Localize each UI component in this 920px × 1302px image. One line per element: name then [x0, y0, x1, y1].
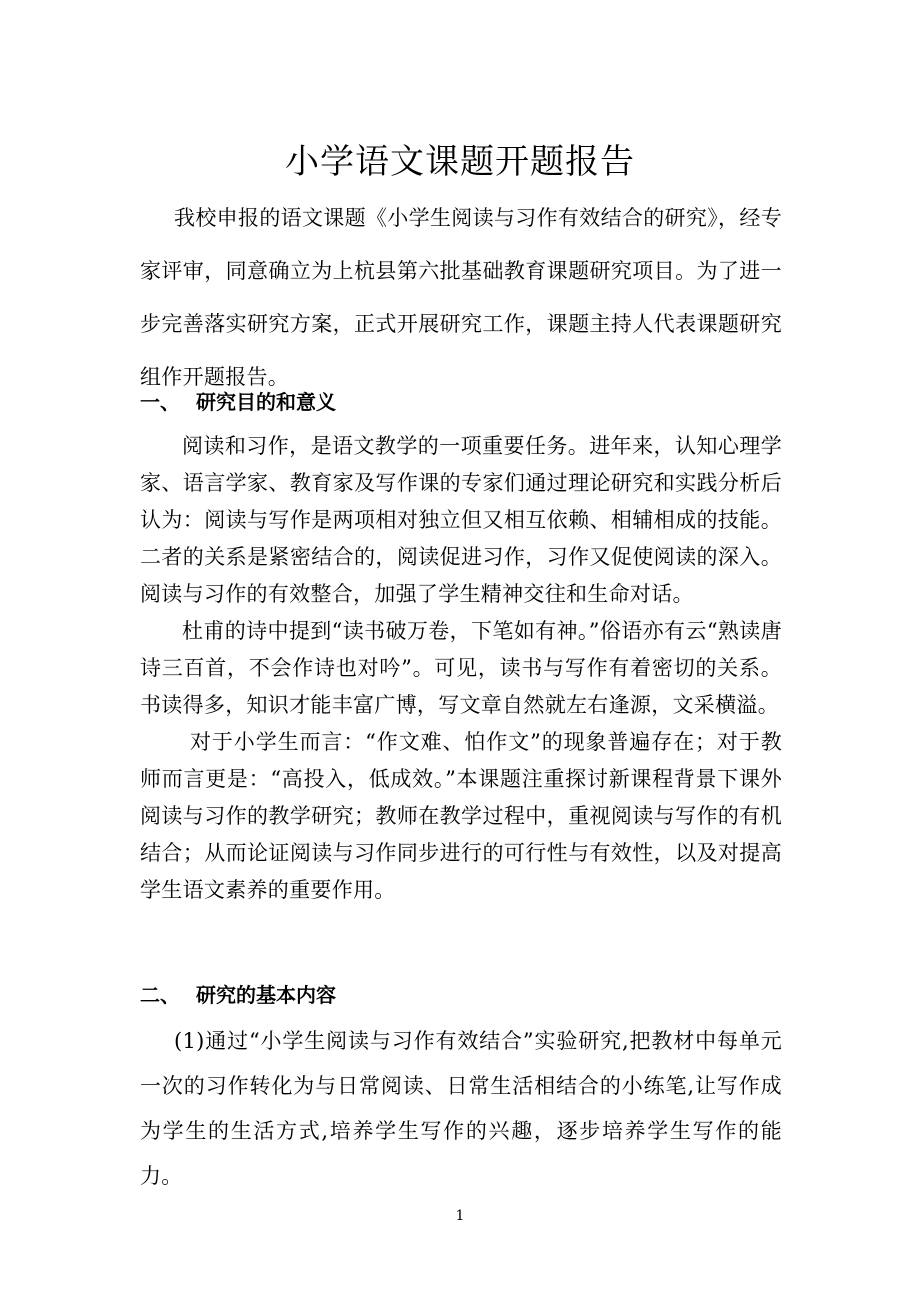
section-heading-2: [140, 980, 782, 1010]
intro-text: 我校申报的语文课题《小学生阅读与习作有效结合的研究》，经专家评审，同意确立为上杭县第六批基础教育课题研究项目。为了进一步完善落实研究方案，正式开展研究工作，课题主持人代表课题研究组作开题报告。: [140, 206, 782, 389]
section-number: 二、: [140, 983, 180, 1007]
section-title: 研究目的和意义: [196, 390, 336, 414]
page-number: 1: [455, 1208, 465, 1224]
document-title: 小学语文课题开题报告: [285, 142, 635, 182]
paragraph: (1)通过“小学生阅读与习作有效结合”实验研究,把教材中每单元一次的习作转化为与日常阅读、日常生活相结合的小练笔,让写作成为学生的生活方式,培养学生写作的兴趣，逐步培养学生写作的能力。: [140, 1029, 782, 1188]
paragraph: 阅读和习作，是语文教学的一项重要任务。进年来，认知心理学家、语言学家、教育家及写作课的专家们通过理论研究和实践分析后认为：阅读与写作是两项相对独立但又相互依赖、相辅相成的技能。二者的关系是紧密结合的，阅读促进习作，习作又促使阅读的深入。阅读与习作的有效整合，加强了学生精神交往和生命对话。: [140, 434, 782, 606]
paragraph: 杜甫的诗中提到“读书破万卷，下笔如有神。”俗语亦有云“熟读唐诗三百首，不会作诗也对吟”。可见，读书与写作有着密切的关系。书读得多，知识才能丰富广博，写文章自然就左右逢源，文采横溢。: [140, 619, 782, 717]
section-heading-1: [140, 387, 782, 417]
paragraph: 对于小学生而言：“作文难、怕作文”的现象普遍存在；对于教师而言更是：“高投入，低成效。”本课题注重探讨新课程背景下课外阅读与习作的教学研究；教师在教学过程中，重视阅读与写作的有机结合；从而论证阅读与习作同步进行的可行性与有效性，以及对提高学生语文素养的重要作用。: [140, 730, 782, 902]
section-1-body: [140, 428, 782, 909]
section-number: 一、: [140, 390, 180, 414]
intro-paragraph: [140, 192, 782, 404]
section-2-body: [140, 1019, 782, 1199]
section-title: 研究的基本内容: [196, 983, 336, 1007]
